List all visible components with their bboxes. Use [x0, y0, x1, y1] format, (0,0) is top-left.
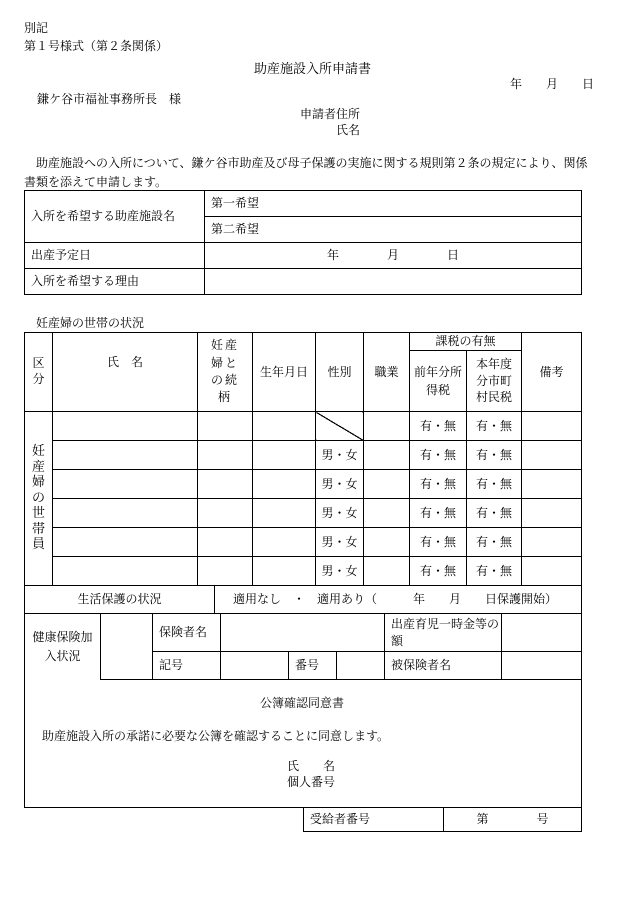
welfare-table — [24, 585, 582, 614]
table-row: 男・女 有・無 有・無 — [25, 528, 582, 557]
intro-line-2: 書類を添えて申請します。 — [24, 175, 168, 189]
table-row: 男・女 有・無 有・無 — [25, 441, 582, 470]
table-row: 男・女 有・無 有・無 — [25, 470, 582, 499]
insurance-table — [24, 613, 582, 680]
facility-choice-1[interactable]: 第一希望 — [205, 191, 582, 217]
side-label: 妊産婦の世帯員 — [25, 412, 53, 586]
insurer-field[interactable] — [221, 614, 385, 652]
col-sex: 性別 — [316, 333, 364, 412]
form-number: 第１号様式（第２条関係） — [24, 39, 169, 53]
symbol-field[interactable] — [221, 652, 289, 680]
col-relation: 妊産婦との続柄 — [198, 333, 253, 412]
facility-label: 入所を希望する助産施設名 — [25, 191, 205, 243]
welfare-value[interactable]: 適用なし ・ 適用あり（ 年 月 日保護開始） — [215, 586, 582, 614]
household-table — [24, 332, 582, 586]
col-birth: 生年月日 — [253, 333, 316, 412]
welfare-label: 生活保護の状況 — [25, 586, 215, 614]
date-line: 年 月 日 — [510, 77, 595, 91]
applicant-name-label: 氏名 — [336, 123, 361, 137]
attachment-label: 別記 — [24, 21, 49, 35]
symbol-label: 記号 — [153, 652, 221, 680]
insured-field[interactable] — [502, 652, 582, 680]
col-ku: 区分 — [25, 333, 53, 412]
addressee: 鎌ケ谷市福祉事務所長 様 — [37, 92, 182, 106]
consent-text: 助産施設入所の承諾に必要な公簿を確認することに同意します。 — [42, 729, 390, 743]
col-tax-group: 課税の有無 — [410, 333, 522, 351]
number-field[interactable] — [337, 652, 385, 680]
applicant-address-label: 申請者住所 — [300, 107, 361, 121]
due-date-label: 出産予定日 — [25, 243, 205, 269]
consent-id-label: 個人番号 — [287, 775, 336, 789]
sex-cell-diagonal — [316, 412, 364, 441]
insurance-label: 健康保険加入状況 — [25, 614, 101, 680]
insured-label: 被保険者名 — [385, 652, 502, 680]
col-job: 職業 — [364, 333, 410, 412]
consent-name-label: 氏 名 — [287, 759, 336, 773]
facility-choice-2[interactable]: 第二希望 — [205, 217, 582, 243]
col-tax-income: 前年分所得税 — [410, 351, 467, 412]
table-row: 男・女 有・無 有・無 — [25, 499, 582, 528]
insurer-label: 保険者名 — [153, 614, 221, 652]
lump-sum-field[interactable] — [502, 614, 582, 652]
intro-line-1: 助産施設への入所について、鎌ケ谷市助産及び母子保護の実施に関する規則第２条の規定により、関係 — [24, 156, 588, 170]
recipient-value[interactable]: 第 号 — [444, 808, 582, 832]
col-name: 氏 名 — [53, 333, 198, 412]
number-label: 番号 — [289, 652, 337, 680]
due-date-value[interactable]: 年 月 日 — [205, 243, 582, 269]
reason-field[interactable] — [205, 269, 582, 295]
reason-label: 入所を希望する理由 — [25, 269, 205, 295]
recipient-label: 受給者番号 — [304, 808, 444, 832]
lump-sum-label: 出産育児一時金等の額 — [385, 614, 502, 652]
recipient-table — [303, 807, 582, 832]
col-note: 備考 — [522, 333, 582, 412]
page-title: 助産施設入所申請書 — [254, 62, 372, 77]
table-row: 男・女 有・無 有・無 — [25, 557, 582, 586]
consent-title: 公簿確認同意書 — [260, 696, 345, 710]
household-section-title: 妊産婦の世帯の状況 — [36, 316, 145, 330]
table-row: 妊産婦の世帯員 有・無 有・無 — [25, 412, 582, 441]
facility-table — [24, 190, 582, 295]
col-tax-resident: 本年度分市町村民税 — [467, 351, 522, 412]
